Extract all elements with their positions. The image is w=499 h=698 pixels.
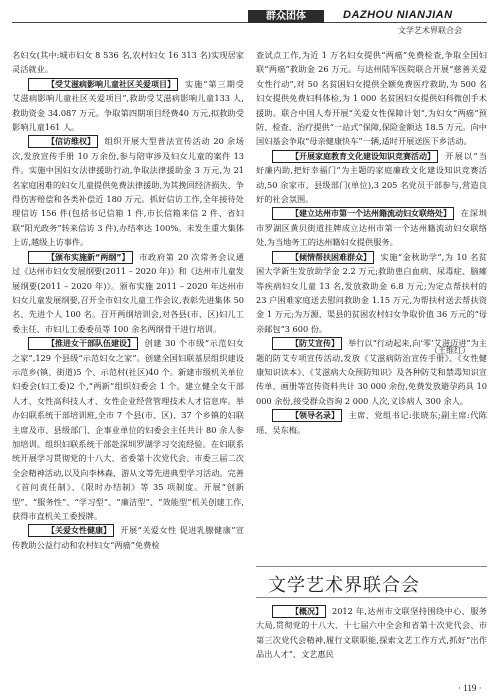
section-title-block [256, 566, 487, 598]
section-tab: 群众团体 [248, 10, 324, 23]
paragraph: 名妇女(其中:城市妇女 8 536 名,农村妇女 16 313 名)实现居家灵活就业。 [12, 50, 244, 75]
page-number: · 119 · [458, 683, 482, 693]
paragraph: 【概况】 2012 年,达州市文联坚持围绕中心、服务大局,贯彻党的十八大、十七届六中全会和省第十次党代会、市第三次党代会精神,履行文联职能,探索文艺工作方式,抓好“出作品出人才”、文艺惠民 [256, 606, 487, 660]
entry-heading: 【倾情帮扶困难群众】 [272, 251, 374, 264]
right-column [256, 48, 487, 437]
paragraph: 【受艾滋病影响儿童社区关爱项目】 实施“第三期受艾滋病影响儿童社区关爱项目”,救助受艾滋病影响儿童133 人,救助资金 34.087 万元。争取第四期项目经费40 万元,拟救助受影响儿童161 人。 [12, 78, 244, 133]
yearbook-english-title: DAZHOU NIANJIAN [343, 9, 453, 21]
left-column [12, 48, 244, 552]
paragraph: 查试点工作,为近 1 万名妇女提供“两癌”免费检查,争取全国妇联“两癌”救助金 26 万元。与达州陆军医院联合开展“慈善关爱女性行动”,对 50 名贫困妇女提供全额免费医疗救助,为 500 名妇女提供免费妇科体检,为 1 000 名贫困妇女提供妇科微创手术援助。联合中国人寿开展“关爱女性保障计划”,为妇女“两癌”预防、检查、治疗提供“一站式”保障,保险金额达 18.5 万元。向中国妇基会争取“母亲健康快车”一辆,适时开展送医下乡活动。 [256, 50, 487, 147]
entry-heading: 【受艾滋病影响儿童社区关爱项目】 [28, 78, 178, 91]
entry-heading: 【颁布实施新“两纲”】 [28, 251, 133, 264]
running-header [0, 0, 499, 42]
paragraph: 【信访维权】 组织开展大型普法宣传活动 20 余场次,发放宣传手册 10 万余份,参与陪审涉及妇女儿童的案件 13 件。实施中国妇女法律援助行动,争取法律援助金 3 万元,为 21 名家庭困难的妇女儿童提供免费法律援助,为其挽回经济损失、争得伤害赔偿和各类补偿近 180 万元。抓好信访工作,全年接待处理信访 156 件(包括书记信箱 1 件,市长信箱来信 2 件、省妇联“阳光政务”转来信访 3 件),办结率达 100%。未发生重大集体上访,越级上访事件。 [12, 136, 244, 248]
section-title: 文学艺术界联合会 [268, 575, 420, 596]
entry-heading: 【推进女干部队伍建设】 [28, 337, 138, 350]
entry-heading: 【防艾宣传】 [272, 337, 342, 350]
entry-heading: 【概况】 [272, 605, 326, 618]
paragraph: 【倾情帮扶困难群众】 实施“金秋助学”,为 10 名贫困大学新生发放助学金 2.2 万元;救助患白血病、尿毒症、脑瘫等疾病妇女儿童 13 名,发放救助金 6.8 万元;为定点帮扶村的 23 户困难家庭送去慰问救助金 1.15 万元,为帮扶村送去帮扶资金 1 万元;为万源、渠县的贫困农村妇女争取价值 36 万元的“母亲邮包”3 600 份。 [256, 251, 487, 334]
entry-heading: 【开展家庭教育文化建设知识竞赛活动】 [272, 150, 438, 163]
entry-heading: 【领导名录】 [272, 409, 342, 422]
paragraph: 【推进女干部队伍建设】 创建 30 个市级“示范妇女之家”,129 个县级“示范妇女之家”。创建全国妇联基层组织建设示范乡(镇、街道)5 个、示范村(社区)40 个。新建市级机关单位妇委会(妇工委)2 个,“两新”组织妇委会 1 个。建立健全女干部人才、女性高科技人才、女性企业经营管理技术人才信息库。举办妇联系统干部培训班,全市 7 个县(市、区)、37 个乡镇的妇联主席及市、县级部门、企事业单位的妇委会主任共计 80 余人参加培训。组织妇联系统干部赴深圳罗湖学习交流经验。在妇联系统开展学习贯彻党的十八大、省委第十次党代会、市委三届二次全会精神活动,以及向李林森、游从文等先进典型学习活动。完善《首问责任制》、《限时办结制》等 35 项制度。开展“创新型”、“服务性”、“学习型”、“廉洁型”、“效能型”机关创建工作,获得市直机关工委授牌。 [12, 338, 244, 521]
paragraph: 【建立达州市第一个达州籍流动妇女联络处】 在深圳市罗湖区黄贝街道挂牌成立达州市第一个达州籍流动妇女联络处,为当地务工的达州籍妇女提供服务。 [256, 208, 487, 248]
paragraph: 【防艾宣传】 举行以“行动起来,向‘零’艾滋迈进”为主题的防艾专项宣传活动,发放《艾滋病防治宣传手册》、《女性健康知识读本》、《艾滋病大众预防知识》及各种防艾和禁毒知识宣传单、画册等宣传资料共计 30 000 余份,免费发放避孕药具 10 000 余份,接受群众咨询 2 000 人次,义诊病人 300 余人。 [256, 338, 487, 406]
paragraph: 【领导名录】 主席、党组书记:张晓东;副主席:代陈瑶、吴东梅。 [256, 410, 487, 435]
paragraph: 【开展家庭教育文化建设知识竞赛活动】 开展以“当好廉内助,把好幸福门”为主题的家庭廉政文化建设知识竞赛活动,50 余家市、县级部门(单位),3 205 名党员干部参与,营造良好的社会氛围。 [256, 150, 487, 205]
section-intro [256, 604, 487, 662]
author-signature: （王维红） [430, 346, 470, 355]
paragraph: 【关爱女性健康】 开展“关爱女性 促进乳腺健康”宣传教助公益行动和农村妇女“两癌”免费检 [12, 525, 244, 550]
header-subtitle: 文学艺术界联合会 [398, 26, 462, 35]
entry-heading: 【关爱女性健康】 [28, 524, 114, 537]
paragraph: 【颁布实施新“两纲”】 市政府第 20 次常务会议通过《达州市妇女发展纲要(2011 – 2020 年)》和《达州市儿童发展纲要(2011 – 2020 年)》。颁布实施 2011 – 2020 年达州市妇女儿童发展纲要,召开全市妇女儿童工作会议,表彰先进集体 50 名、先进个人 100 名。召开两纲培训会,对各县(市、区)妇儿工委主任、市妇儿工委委员等 100 余名两纲骨干进行培训。 [12, 251, 244, 334]
entry-heading: 【信访维权】 [28, 135, 98, 148]
entry-heading: 【建立达州市第一个达州籍流动妇女联络处】 [272, 207, 454, 220]
